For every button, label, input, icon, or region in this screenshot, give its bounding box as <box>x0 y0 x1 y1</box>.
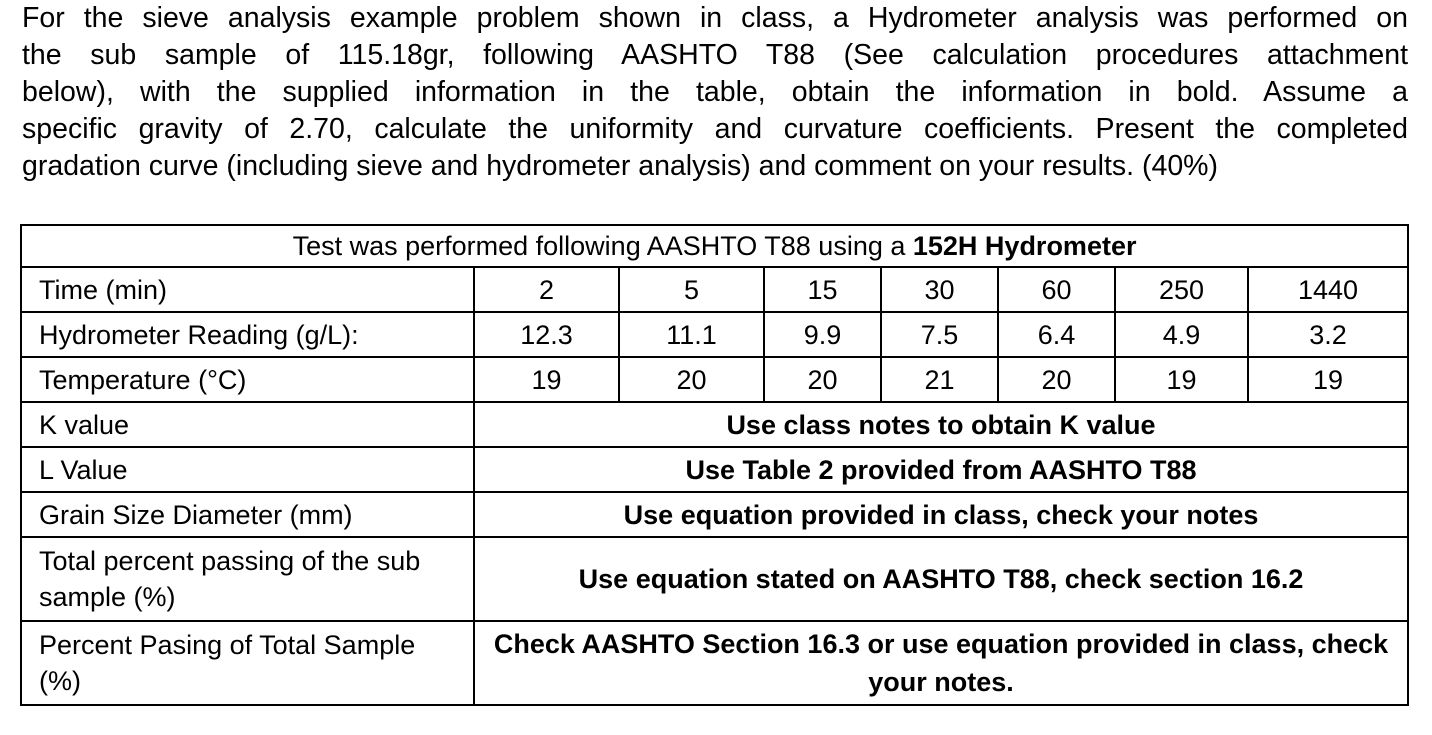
problem-line: specific gravity of 2.70, calculate the uniformity and curvature coefficients. Present the completed <box>22 113 1408 145</box>
table-row-temperature <box>21 357 1408 402</box>
row-label-l-value: L Value <box>21 447 474 492</box>
row-label-temperature: Temperature (°C) <box>21 357 474 402</box>
temperature-cell: 19 <box>1115 357 1248 402</box>
reading-cell: 9.9 <box>764 312 881 357</box>
reading-cell: 11.1 <box>619 312 764 357</box>
temperature-cell: 19 <box>1248 357 1408 402</box>
time-cell: 15 <box>764 267 881 312</box>
table-row-reading <box>21 312 1408 357</box>
time-cell: 2 <box>474 267 619 312</box>
table-row-l-value <box>21 447 1408 492</box>
hydrometer-data-table <box>20 224 1409 706</box>
row-label-grain-size: Grain Size Diameter (mm) <box>21 492 474 537</box>
table-row-grain-size <box>21 492 1408 537</box>
temperature-cell: 20 <box>764 357 881 402</box>
table-row-percent-total-sample <box>21 621 1408 705</box>
time-cell: 5 <box>619 267 764 312</box>
row-label-percent-total-sample: Percent Pasing of Total Sample (%) <box>21 621 474 705</box>
table-header-cell <box>21 225 1408 267</box>
reading-cell: 6.4 <box>998 312 1115 357</box>
problem-line: the sub sample of 115.18gr, following AASHTO T88 (See calculation procedures attachment <box>22 39 1408 71</box>
grain-size-instruction: Use equation provided in class, check your notes <box>474 492 1408 537</box>
reading-cell: 12.3 <box>474 312 619 357</box>
row-label-k-value: K value <box>21 402 474 447</box>
reading-cell: 4.9 <box>1115 312 1248 357</box>
table-row-percent-sub-sample <box>21 537 1408 621</box>
percent-sub-sample-instruction: Use equation stated on AASHTO T88, check section 16.2 <box>474 537 1408 621</box>
reading-cell: 7.5 <box>881 312 998 357</box>
temperature-cell: 20 <box>619 357 764 402</box>
problem-line: For the sieve analysis example problem shown in class, a Hydrometer analysis was performed on <box>22 2 1408 34</box>
time-cell: 1440 <box>1248 267 1408 312</box>
row-label-percent-sub-sample: Total percent passing of the sub sample (%) <box>21 537 474 621</box>
l-value-instruction: Use Table 2 provided from AASHTO T88 <box>474 447 1408 492</box>
problem-line: gradation curve (including sieve and hydrometer analysis) and comment on your results. (40%) <box>22 150 1218 182</box>
problem-statement <box>22 0 1408 185</box>
time-cell: 30 <box>881 267 998 312</box>
table-row-time <box>21 267 1408 312</box>
temperature-cell: 21 <box>881 357 998 402</box>
row-label-time: Time (min) <box>21 267 474 312</box>
k-value-instruction: Use class notes to obtain K value <box>474 402 1408 447</box>
percent-total-sample-instruction: Check AASHTO Section 16.3 or use equation provided in class, check your notes. <box>474 621 1408 705</box>
time-cell: 250 <box>1115 267 1248 312</box>
problem-line: below), with the supplied information in the table, obtain the information in bold. Assume a <box>22 76 1408 108</box>
row-label-reading: Hydrometer Reading (g/L): <box>21 312 474 357</box>
time-cell: 60 <box>998 267 1115 312</box>
hydrometer-type: 152H Hydrometer <box>912 231 1137 261</box>
table-row-k-value <box>21 402 1408 447</box>
table-header-text: Test was performed following AASHTO T88 using a <box>292 231 913 261</box>
table-header-row <box>21 225 1408 267</box>
temperature-cell: 20 <box>998 357 1115 402</box>
temperature-cell: 19 <box>474 357 619 402</box>
reading-cell: 3.2 <box>1248 312 1408 357</box>
